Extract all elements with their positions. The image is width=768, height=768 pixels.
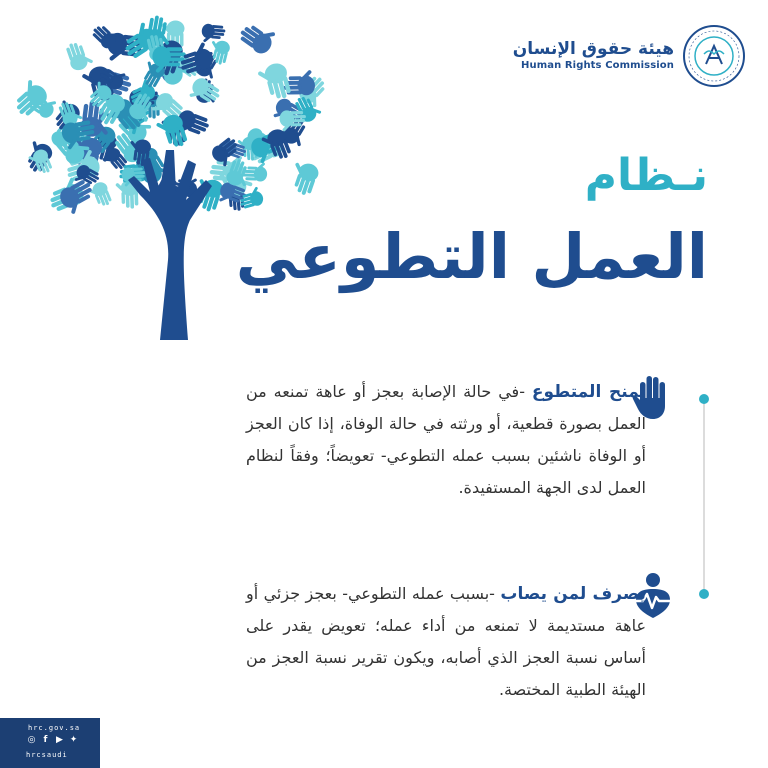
social-icons xyxy=(26,735,79,746)
hand-leaf xyxy=(186,75,223,110)
handle-text: hrcsaudi xyxy=(26,751,68,759)
timeline-dot xyxy=(699,394,709,404)
brand-logo xyxy=(513,24,746,88)
timeline-line xyxy=(703,400,705,596)
hand-leaf xyxy=(57,177,100,217)
partial-disability-paragraph xyxy=(246,578,646,706)
title-line-1: نـظام xyxy=(584,150,708,201)
brand-name-ar: هيئة حقوق الإنسان xyxy=(512,39,674,59)
twitter-icon[interactable]: ✦ xyxy=(69,735,78,745)
hand-leaf xyxy=(64,38,95,72)
hand-leaf xyxy=(286,159,321,197)
instagram-icon[interactable]: ◎ xyxy=(27,735,36,745)
paragraph-highlight: يصرف لمن يصاب xyxy=(500,584,646,604)
website-text: hrc.gov.sa xyxy=(28,724,81,732)
youtube-icon[interactable]: ▶ xyxy=(56,735,63,745)
timeline-dot xyxy=(699,589,709,599)
hand-leaf xyxy=(237,16,280,57)
commission-seal-icon xyxy=(682,24,746,88)
paragraph-text: -بسبب عمله التطوعي- بعجز جزئي أو عاهة مستديمة لا تمنعه من أداء عمله؛ تعويض يقدر على أساس نسبة العجز الذي أصابه، ويكون تقرير نسبة العجز من الهيئة الطبية المختصة. xyxy=(246,584,646,699)
paragraph-text: -في حالة الإصابة بعجز أو عاهة تمنعه من العمل بصورة قطعية، أو ورثته في حالة الوفاة، إذا كان العجز أو الوفاة ناشئين بسبب عمله التطوعي- تعويضاً؛ وفقاً لنظام العمل لدى الجهة المستفيدة. xyxy=(246,382,646,497)
hand-leaf xyxy=(243,161,268,181)
facebook-icon[interactable]: f xyxy=(43,735,48,745)
brand-text xyxy=(513,39,674,73)
title-line-2: العمل التطوعي xyxy=(235,220,708,293)
volunteer-compensation-paragraph xyxy=(246,376,646,504)
brand-name-en: Human Rights Commission xyxy=(521,60,674,71)
paragraph-highlight: يمنح المتطوع xyxy=(531,382,646,402)
footer-social-box xyxy=(0,718,100,768)
hand-leaf xyxy=(256,61,294,103)
